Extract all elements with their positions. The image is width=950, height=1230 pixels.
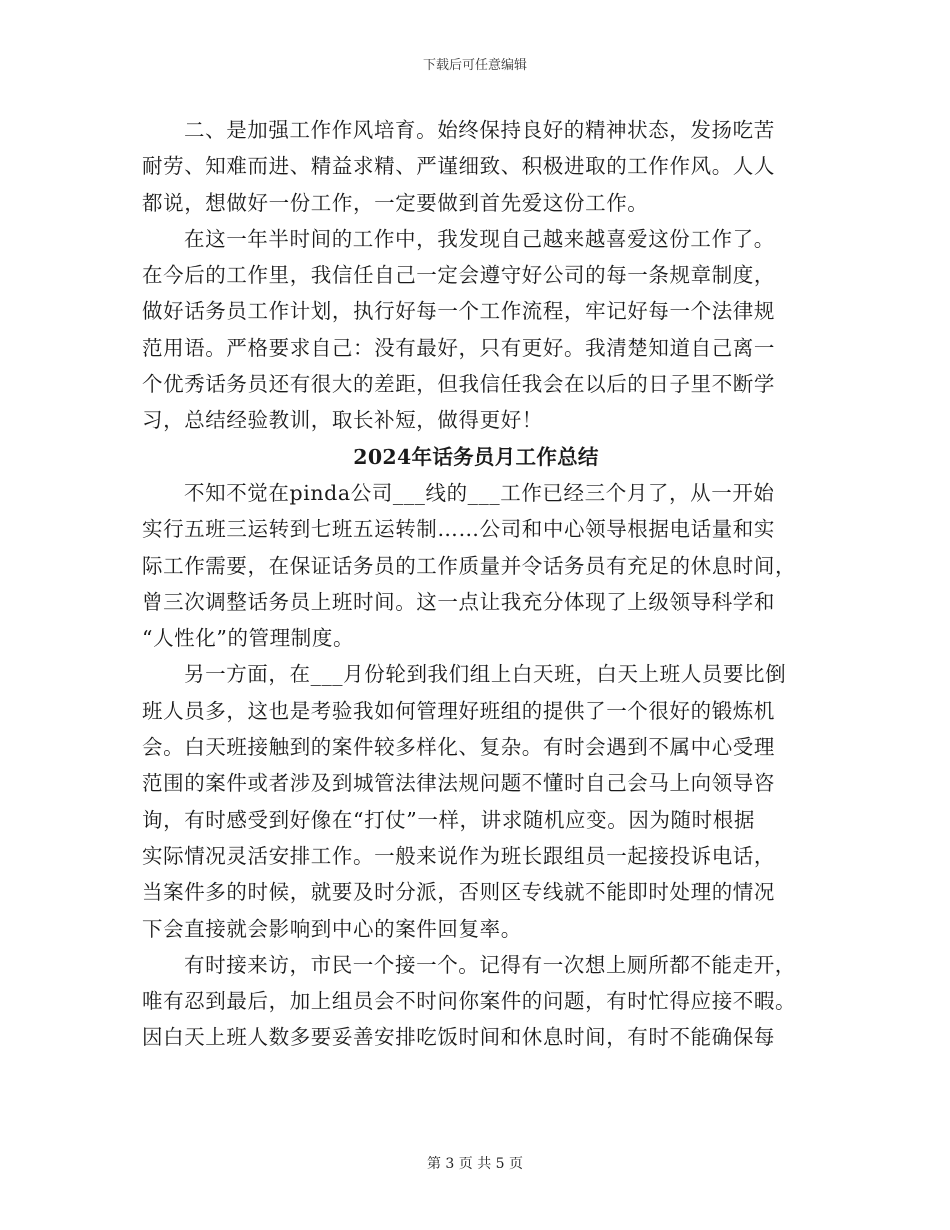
- text-line: 另一方面，在___月份轮到我们组上白天班，白天上班人员要比倒: [184, 662, 787, 687]
- text-line: 范用语。严格要求自己：没有最好，只有更好。我清楚知道自己离一: [142, 335, 775, 360]
- text-line: 在今后的工作里，我信任自己一定会遵守好公司的每一条规章制度，: [142, 263, 775, 288]
- text-line: 不知不觉在pinda公司___线的___工作已经三个月了，从一开始: [184, 480, 775, 505]
- paragraph-future-commitment: [142, 221, 810, 439]
- text-line: 耐劳、知难而进、精益求精、严谨细致、积极进取的工作作风。人人: [142, 154, 775, 179]
- text-line: 当案件多的时候，就要及时分派，否则区专线就不能即时处理的情况: [142, 880, 775, 905]
- section-work-style: [142, 112, 810, 439]
- text-line: 因白天上班人数多要妥善安排吃饭时间和休息时间，有时不能确保每: [142, 1025, 775, 1050]
- section-title: 2024年话务员月工作总结: [353, 444, 599, 469]
- text-line: 实行五班三运转到七班五运转制……公司和中心领导根据电话量和实: [142, 517, 775, 542]
- text-line: 范围的案件或者涉及到城管法律法规问题不懂时自己会马上向领导咨: [142, 771, 775, 796]
- page-number: 第 3 页 共 5 页: [426, 1156, 524, 1172]
- text-line: 二、是加强工作作风培育。始终保持良好的精神状态，发扬吃苦: [184, 118, 775, 142]
- text-line: 会。白天班接触到的案件较多样化、复杂。有时会遇到不属中心受理: [142, 735, 775, 760]
- text-line: 做好话务员工作计划，执行好每一个工作流程，牢记好每一个法律规: [142, 299, 775, 324]
- text-line: 有时接来访，市民一个接一个。记得有一次想上厕所都不能走开，: [184, 952, 796, 977]
- text-line: 曾三次调整话务员上班时间。这一点让我充分体现了上级领导科学和: [142, 589, 775, 614]
- paragraph-day-shift: [142, 656, 810, 946]
- text-line: 唯有忍到最后，加上组员会不时问你案件的问题，有时忙得应接不暇。: [142, 989, 797, 1014]
- text-line: 实际情况灵活安排工作。一般来说作为班长跟组员一起接投诉电话，: [142, 843, 775, 868]
- paragraph-shift-change: [142, 475, 810, 656]
- text-line: 际工作需要，在保证话务员的工作质量并令话务员有充足的休息时间，: [142, 553, 797, 578]
- text-line: 下会直接就会影响到中心的案件回复率。: [142, 916, 522, 941]
- paragraph-visitors: [142, 947, 810, 1056]
- text-line: 询，有时感受到好像在“打仗”一样，讲求随机应变。因为随时根据: [142, 807, 755, 832]
- text-line: 个优秀话务员还有很大的差距，但我信任我会在以后的日子里不断学: [142, 372, 775, 397]
- document-body: [142, 112, 810, 1056]
- text-line: 都说，想做好一份工作，一定要做到首先爱这份工作。: [142, 190, 649, 215]
- text-line: 班人员多，这也是考验我如何管理好班组的提供了一个很好的锻炼机: [142, 698, 775, 723]
- section-monthly-summary: [142, 475, 810, 1056]
- paragraph-work-style: [142, 112, 810, 221]
- text-line: “人性化”的管理制度。: [142, 626, 355, 651]
- text-line: 习，总结经验教训，取长补短，做得更好！: [142, 408, 543, 433]
- text-line: 在这一年半时间的工作中，我发现自己越来越喜爱这份工作了。: [184, 226, 775, 251]
- page-header: 下载后可任意编辑: [422, 58, 527, 73]
